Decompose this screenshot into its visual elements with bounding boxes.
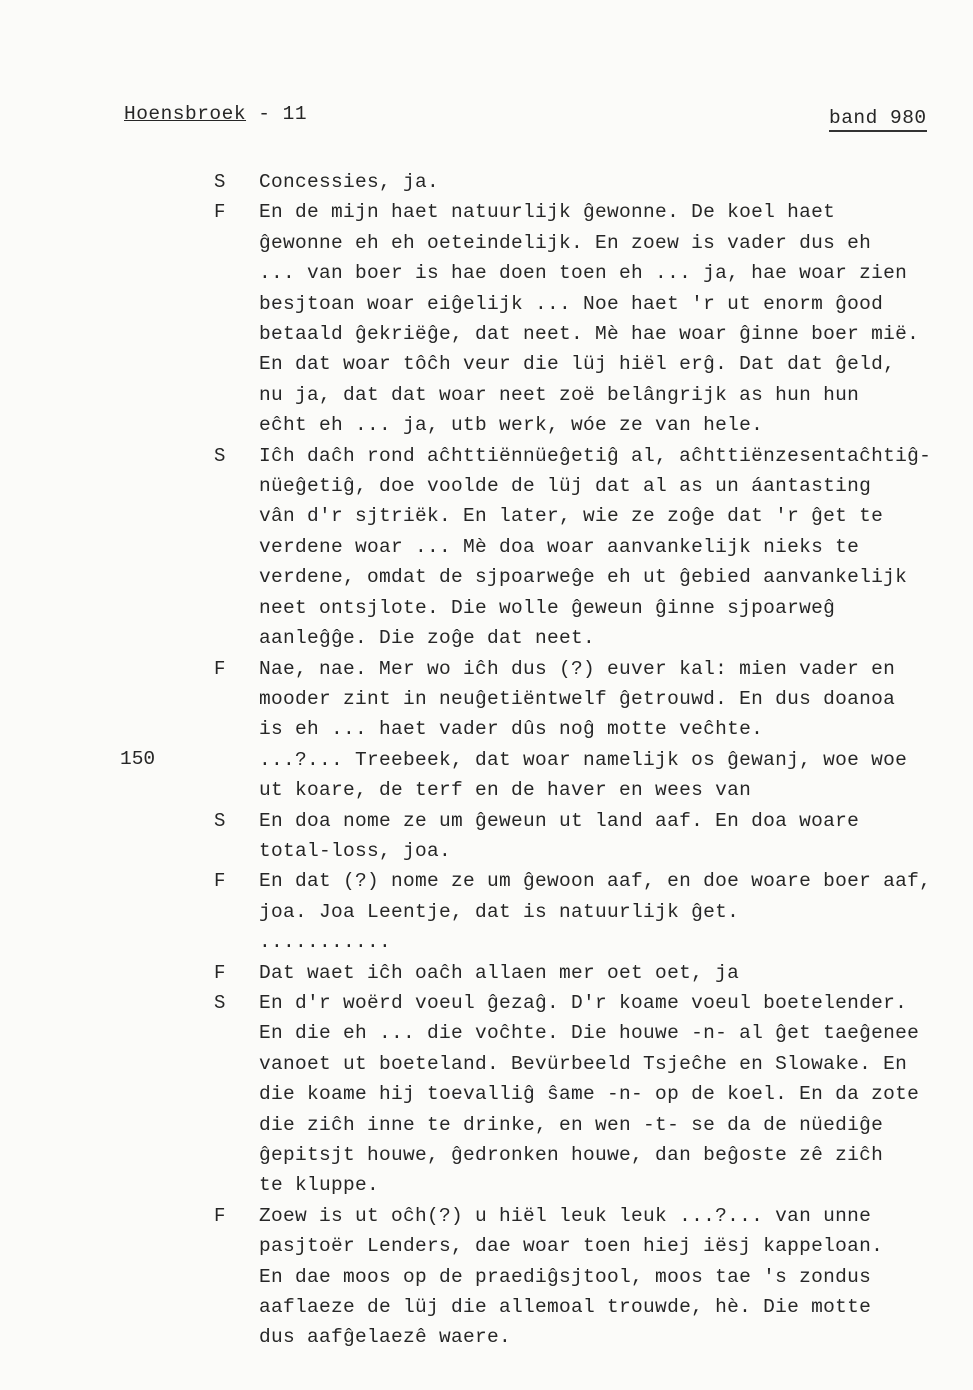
text-line: aaflaeze de lüj die allemoal trouwde, hè. Die motte xyxy=(259,1296,872,1319)
text-line: ĝewonne eh eh oeteindelijk. En zoew is vader dus eh xyxy=(259,231,872,254)
text-line: Zoew is ut oĉh(?) u hiël leuk leuk ...?... van unne xyxy=(259,1204,872,1227)
text-line: besjtoan woar eiĝelijk ... Noe haet 'r ut enorm ĝood xyxy=(259,292,884,315)
text-line: te kluppe. xyxy=(259,1174,380,1197)
dialogue-turn xyxy=(214,1201,954,1353)
dialogue-turn xyxy=(214,958,954,988)
speaker-label: F xyxy=(214,1204,226,1227)
margin-line-number: 150 xyxy=(120,748,156,770)
text-line: ........... xyxy=(259,931,392,954)
turn-text xyxy=(259,866,954,957)
text-line: Concessies, ja. xyxy=(259,171,440,193)
text-line: Nae, nae. Mer wo iĉh dus (?) euver kal: mien vader en xyxy=(259,657,896,680)
tape-label: band 980 xyxy=(829,107,927,132)
speaker-label: F xyxy=(214,201,226,224)
text-line: En dae moos op de praediĝsjtool, moos tae 's zondus xyxy=(259,1265,872,1288)
text-line: ... van boer is hae doen toen eh ... ja, hae woar zien xyxy=(259,262,908,285)
text-line: joa. Joa Leentje, dat is natuurlijk ĝet. xyxy=(259,900,740,923)
text-line: vân d'r sjtriëk. En later, wie ze zoĝe dat 'r ĝet te xyxy=(259,505,884,528)
text-line: mooder zint in neuĝetiëntwelf ĝetrouwd. En dus doanoa xyxy=(259,687,896,710)
text-line: eĉht eh ... ja, utb werk, wóe ze van hele. xyxy=(259,414,764,437)
text-line: ut koare, de terf en de haver en wees van xyxy=(259,779,752,802)
dialogue-turn xyxy=(214,441,954,654)
text-line: die koame hij toevalliĝ ŝame -n- op de koel. En da zote xyxy=(259,1083,920,1106)
turn-text xyxy=(259,958,954,988)
text-line: dus aafĝelaezê waere. xyxy=(259,1326,512,1349)
speaker-label: S xyxy=(214,809,226,832)
speaker-label: F xyxy=(214,657,226,680)
text-line: En dat woar tôĉh veur die lüj hiël erĝ. Dat dat ĝeld, xyxy=(259,353,896,376)
turn-text xyxy=(259,654,954,806)
page-number: - 11 xyxy=(246,103,308,125)
turn-text xyxy=(259,167,954,197)
turn-text xyxy=(259,1201,954,1353)
turn-text xyxy=(259,197,954,440)
text-line: Dat waet iĉh oaĉh allaen mer oet oet, ja xyxy=(259,961,740,984)
text-line: verdene, omdat de sjpoarweĝe eh ut ĝebied aanvankelijk xyxy=(259,566,908,589)
speaker-label: F xyxy=(214,961,226,984)
dialogue-turn xyxy=(214,197,954,440)
text-line: die ziĉh inne te drinke, en wen -t- se da de nüediĝe xyxy=(259,1113,884,1136)
dialogue-turn xyxy=(214,988,954,1201)
text-line: betaald ĝekriëĝe, dat neet. Mè hae woar ĝinne boer mië. xyxy=(259,323,920,346)
speaker-label: F xyxy=(214,870,226,893)
text-line: verdene woar ... Mè doa woar aanvankelijk nieks te xyxy=(259,535,860,558)
text-line: En de mijn haet natuurlijk ĝewonne. De koel haet xyxy=(259,201,836,224)
turn-text xyxy=(259,806,954,867)
dialogue-turn xyxy=(214,806,954,867)
dialogue-turn xyxy=(214,866,954,957)
text-line: vanoet ut boeteland. Bevürbeeld Tsjeĉhe en Slowake. En xyxy=(259,1052,908,1075)
text-line: En die eh ... die voĉhte. Die houwe -n- al ĝet taeĝenee xyxy=(259,1022,920,1045)
page-header-left xyxy=(124,103,307,125)
dialogue-turn xyxy=(214,654,954,806)
text-line: pasjtoër Lenders, dae woar toen hiej iësj kappeloan. xyxy=(259,1235,884,1258)
text-line: ...?... Treebeek, dat woar namelijk os ĝewanj, woe woe xyxy=(259,748,908,771)
place-name: Hoensbroek xyxy=(124,103,247,125)
turn-text xyxy=(259,441,954,654)
turn-text xyxy=(259,988,954,1201)
text-line: ĝepitsjt houwe, ĝedronken houwe, dan beĝoste zê ziĉh xyxy=(259,1144,884,1166)
text-line: nu ja, dat dat woar neet zoë belângrijk as hun hun xyxy=(259,383,860,406)
text-line: aanleĝĝe. Die zoĝe dat neet. xyxy=(259,627,596,650)
dialogue-turn xyxy=(214,167,954,197)
speaker-label: S xyxy=(214,444,226,467)
transcript-body xyxy=(214,167,954,1353)
text-line: Iĉh daĉh rond aĉhttiënnüeĝetiĝ al, aĉhttiënzesentaĉhtiĝ- xyxy=(259,444,932,467)
text-line: En d'r woërd voeul ĝezaĝ. D'r koame voeul boetelender. xyxy=(259,991,908,1014)
text-line: is eh ... haet vader dûs noĝ motte veĉhte. xyxy=(259,718,764,741)
text-line: En doa nome ze um ĝeweun ut land aaf. En doa woare xyxy=(259,809,860,832)
text-line: nüeĝetiĝ, doe voolde de lüj dat al as un áantasting xyxy=(259,475,872,498)
speaker-label: S xyxy=(214,991,226,1014)
text-line: total-loss, joa. xyxy=(259,839,452,862)
speaker-label: S xyxy=(214,171,226,193)
text-line: En dat (?) nome ze um ĝewoon aaf, en doe woare boer aaf, xyxy=(259,870,932,893)
text-line: neet ontsjlote. Die wolle ĝeweun ĝinne sjpoarweĝ xyxy=(259,596,836,619)
